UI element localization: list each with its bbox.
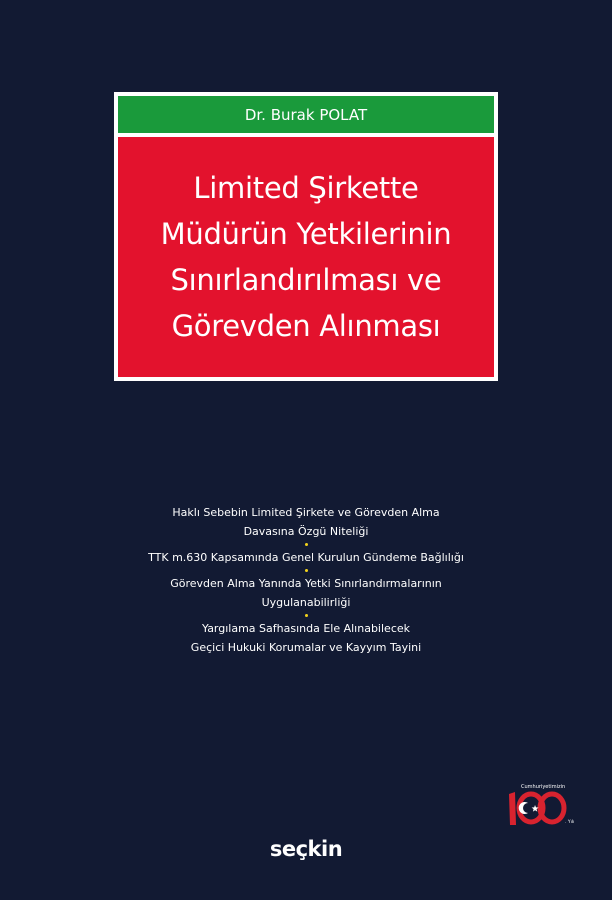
- title-line: Görevden Alınması: [171, 309, 441, 343]
- publisher-name: seçkin: [269, 837, 343, 861]
- topic-item: [100, 574, 512, 612]
- publisher-logo: [256, 837, 356, 861]
- title-block: [114, 92, 498, 381]
- bullet-separator: [305, 543, 308, 546]
- bullet-separator: [305, 614, 308, 617]
- book-title: [118, 137, 494, 377]
- topic-line: Haklı Sebebin Limited Şirkete ve Görevden Alma: [172, 506, 440, 519]
- author-bar: [118, 96, 494, 133]
- topic-list: [100, 503, 512, 657]
- topic-line: Davasına Özgü Niteliği: [243, 525, 369, 538]
- topic-item: [100, 503, 512, 541]
- topic-line: TTK m.630 Kapsamında Genel Kurulun Gündeme Bağlılığı: [148, 551, 464, 564]
- topic-line: Uygulanabilirliği: [261, 596, 351, 609]
- title-line: Limited Şirkette: [193, 171, 419, 205]
- topic-line: Görevden Alma Yanında Yetki Sınırlandırmalarının: [170, 577, 442, 590]
- title-line: Sınırlandırılması ve: [170, 263, 442, 297]
- topic-item: [100, 548, 512, 567]
- badge-caption: Cumhuriyetimizin: [521, 784, 566, 790]
- republic-100-logo: [503, 780, 581, 830]
- bullet-separator: [305, 569, 308, 572]
- topic-line: Geçici Hukuki Korumalar ve Kayyım Tayini: [190, 641, 422, 654]
- topic-item: [100, 619, 512, 657]
- badge-suffix: . Yılı: [565, 820, 575, 825]
- title-line: Müdürün Yetkilerinin: [160, 217, 452, 251]
- topic-line: Yargılama Safhasında Ele Alınabilecek: [201, 622, 411, 635]
- author-name: Dr. Burak POLAT: [244, 105, 368, 124]
